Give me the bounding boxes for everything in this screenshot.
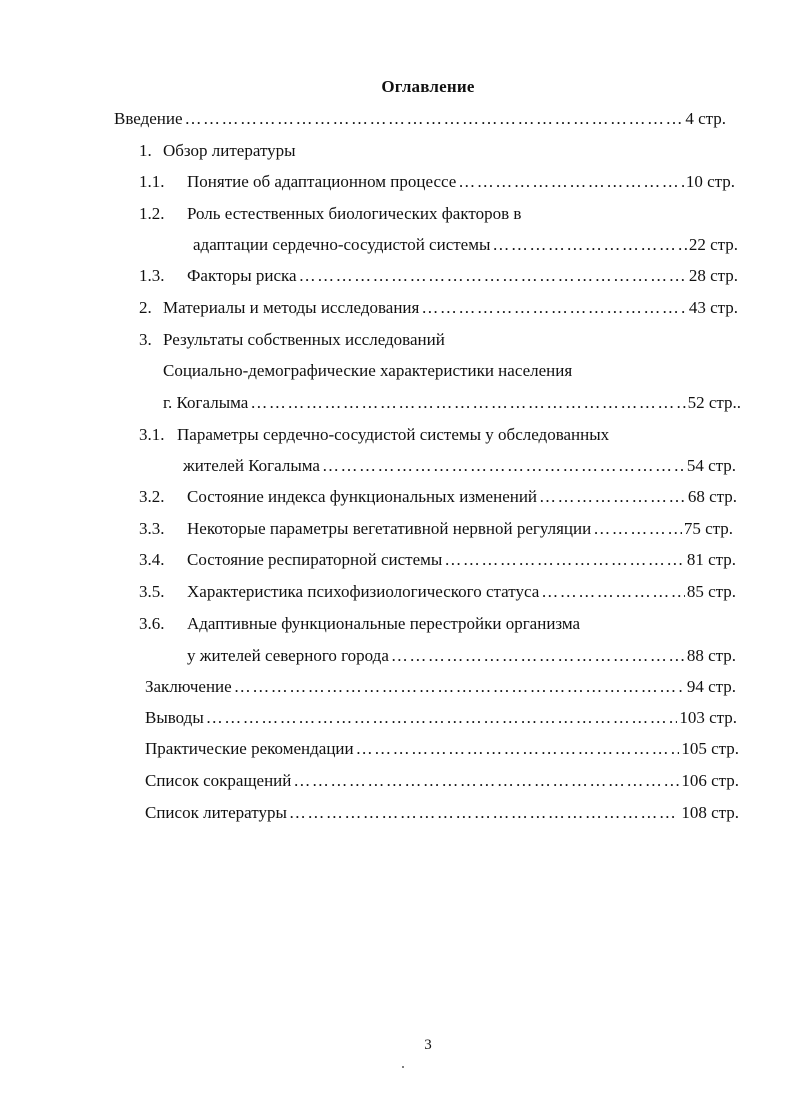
toc-page-ref: 54 стр. <box>686 456 736 475</box>
toc-entry-label: Практические рекомендации <box>145 739 354 758</box>
leader-dots <box>444 548 685 572</box>
leader-dots <box>250 391 685 415</box>
toc-page-ref: 22 стр. <box>688 235 738 254</box>
toc-entry-label: Характеристика психофизиологического статуса <box>187 582 540 601</box>
leader-dots <box>206 706 678 730</box>
toc-entry-s2[interactable] <box>163 296 738 320</box>
toc-entry-label: Состояние респираторной системы <box>187 550 443 569</box>
toc-page-ref: 28 стр. <box>688 266 738 285</box>
toc-page-ref: 4 стр. <box>685 109 726 128</box>
toc-page-ref: 103 стр. <box>679 708 737 727</box>
toc-number: 1.3. <box>139 266 165 285</box>
toc-entry-s1-1[interactable] <box>187 170 735 194</box>
leader-dots <box>289 801 679 825</box>
toc-number: 3.5. <box>139 582 165 601</box>
toc-entry-label: у жителей северного города <box>187 646 389 665</box>
toc-number: 3.3. <box>139 519 165 538</box>
toc-page-ref: 43 стр. <box>688 298 738 317</box>
leader-dots <box>293 769 679 793</box>
toc-entry-label: Заключение <box>145 677 232 696</box>
page-title: Оглавление <box>381 77 475 96</box>
toc-entry-findings[interactable] <box>145 706 737 730</box>
toc-entry-label: Некоторые параметры вегетативной нервной регуляции <box>187 519 592 538</box>
toc-entry-label: Выводы <box>145 708 204 727</box>
leader-dots <box>234 675 685 699</box>
leader-dots <box>322 454 685 478</box>
leader-dots <box>391 644 685 668</box>
leader-dots <box>185 107 684 131</box>
toc-number: 3.4. <box>139 550 165 569</box>
toc-entry-label: Список литературы <box>145 803 287 822</box>
toc-entry-label: Факторы риска <box>187 266 297 285</box>
page-number: 3 <box>424 1037 432 1053</box>
toc-number: 1.2. <box>139 204 165 223</box>
toc-entry-s3-4[interactable] <box>187 548 736 572</box>
toc-page-ref: 85 стр. <box>686 582 736 601</box>
toc-page-ref: 52 стр.. <box>687 393 741 412</box>
toc-entry-s3-line1[interactable]: Результаты собственных исследований <box>163 330 445 349</box>
toc-entry-s3[interactable] <box>163 391 741 415</box>
toc-entry-conclusion[interactable] <box>145 675 736 699</box>
toc-entry-recommendations[interactable] <box>145 737 739 761</box>
toc-entry-references[interactable] <box>145 801 739 825</box>
toc-page-ref: 68 стр. <box>687 487 737 506</box>
toc-page-ref: 94 стр. <box>686 677 736 696</box>
toc-entry-label: Список сокращений <box>145 771 292 790</box>
toc-entry-abbreviations[interactable] <box>145 769 739 793</box>
toc-entry-label: адаптации сердечно-сосудистой системы <box>193 235 491 254</box>
toc-page-ref: 10 стр. <box>685 172 735 191</box>
leader-dots <box>541 580 685 604</box>
toc-entry-s1-2[interactable] <box>193 233 738 257</box>
toc-entry-s1[interactable]: Обзор литературы <box>163 141 296 160</box>
leader-dots <box>299 264 687 288</box>
toc-number: 3. <box>139 330 152 349</box>
toc-entry-s3-6-line1[interactable]: Адаптивные функциональные перестройки организма <box>187 614 581 633</box>
toc-page-ref: 108 стр. <box>681 803 739 822</box>
leader-dots <box>539 485 686 509</box>
toc-number: 3.6. <box>139 614 165 633</box>
toc-entry-s3-1-line1[interactable]: Параметры сердечно-сосудистой системы у обследованных <box>177 425 610 444</box>
toc-entry-label: Понятие об адаптационном процессе <box>187 172 457 191</box>
toc-entry-s1-2-line1[interactable]: Роль естественных биологических факторов в <box>187 204 522 223</box>
toc-number: 2. <box>139 298 152 317</box>
toc-page-ref: 75 стр. <box>683 519 733 538</box>
leader-dots <box>593 517 682 541</box>
toc-number: 3.1. <box>139 425 165 444</box>
toc-page-ref: 106 стр. <box>681 771 739 790</box>
toc-entry-intro[interactable] <box>114 107 726 131</box>
toc-entry-label: жителей Когалыма <box>183 456 320 475</box>
toc-page-ref: 81 стр. <box>686 550 736 569</box>
toc-entry-s3-3[interactable] <box>187 517 733 541</box>
leader-dots <box>458 170 684 194</box>
leader-dots <box>356 737 680 761</box>
toc-entry-s3-line2[interactable]: Социально-демографические характеристики населения <box>163 361 573 380</box>
toc-entry-s3-6[interactable] <box>187 644 736 668</box>
toc-entry-label: Состояние индекса функциональных изменений <box>187 487 538 506</box>
leader-dots <box>492 233 686 257</box>
scan-speck <box>402 1066 404 1068</box>
toc-number: 3.2. <box>139 487 165 506</box>
toc-page-ref: 88 стр. <box>686 646 736 665</box>
toc-entry-s1-3[interactable] <box>187 264 738 288</box>
leader-dots <box>421 296 686 320</box>
toc-number: 1. <box>139 141 152 160</box>
toc-page-ref: 105 стр. <box>681 739 739 758</box>
toc-entry-s3-5[interactable] <box>187 580 736 604</box>
toc-number: 1.1. <box>139 172 165 191</box>
toc-entry-label: г. Когалыма <box>163 393 249 412</box>
toc-entry-s3-2[interactable] <box>187 485 737 509</box>
toc-entry-s3-1[interactable] <box>183 454 736 478</box>
toc-entry-label: Материалы и методы исследования <box>163 298 420 317</box>
toc-entry-label: Введение <box>114 109 183 128</box>
